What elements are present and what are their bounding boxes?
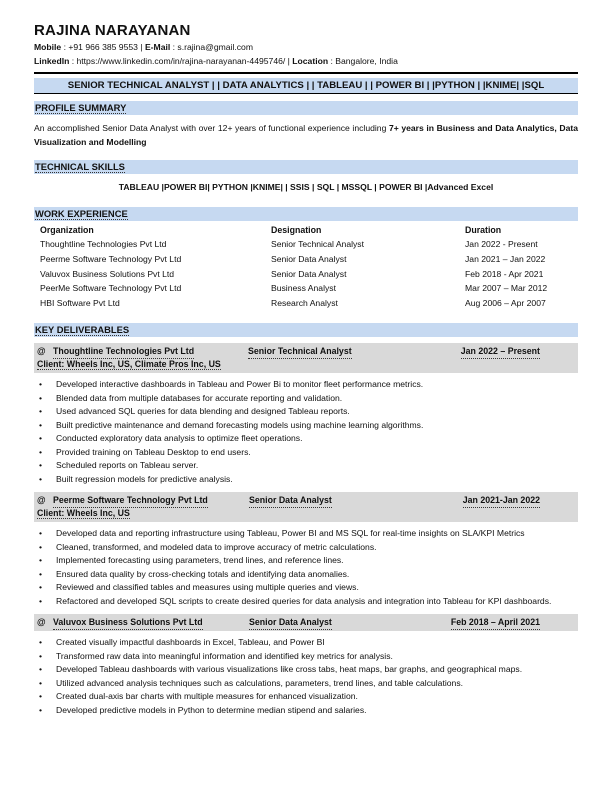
list-item: • Developed data and reporting infrastructure using Tableau, Power BI and MS SQL for real-time insights on SLA/KPI Metrics <box>34 527 578 541</box>
list-item: • Reviewed and classified tables and measures using multiple queries and views. <box>34 581 578 595</box>
list-item: • Refactored and developed SQL scripts to create desired queries for data analysis and integration into Tableau for KPI dashboards. <box>34 595 578 609</box>
job-block <box>34 492 578 608</box>
list-item: • Created visually impactful dashboards in Excel, Tableau, and Power BI <box>34 636 578 650</box>
location-label: Location <box>292 56 329 66</box>
table-cell: HBI Software Pvt Ltd <box>40 298 120 309</box>
list-item: • Developed Tableau dashboards with various visualizations like cross tabs, heat maps, bar graphs, and geographical maps. <box>34 663 578 677</box>
table-cell: Senior Technical Analyst <box>271 239 364 250</box>
title-banner: SENIOR TECHNICAL ANALYST | | DATA ANALYTICS | | TABLEAU | | POWER BI | |PYTHON | |KNIME| |SQL <box>34 78 578 94</box>
deliverables-list <box>34 343 578 717</box>
list-item: • Conducted exploratory data analysis to optimize fleet operations. <box>34 432 578 446</box>
summary-text: An accomplished Senior Data Analyst with over 12+ years of functional experience including <box>34 123 389 133</box>
summary-bold: 7+ years in Business and Data Analytics, Data Visualization and Modelling <box>34 123 578 147</box>
table-cell: Valuvox Business Solutions Pvt Ltd <box>40 268 175 279</box>
list-item: • Developed interactive dashboards in Tableau and Power Bi to monitor fleet performance metrics. <box>34 378 578 392</box>
list-item: • Created dual-axis bar charts with multiple measures for enhanced visualization. <box>34 690 578 704</box>
mobile-value: : +91 966 385 9553 | <box>61 42 145 52</box>
profile-summary <box>34 122 578 149</box>
table-cell: Research Analyst <box>271 298 338 309</box>
divider <box>34 72 578 74</box>
at-icon: @ <box>37 495 46 506</box>
list-item: • Utilized advanced analysis techniques such as calculations, parameters, trend lines, and table calculations. <box>34 677 578 691</box>
at-icon: @ <box>37 617 46 628</box>
job-bullets <box>34 527 578 608</box>
list-item: • Ensured data quality by cross-checking totals and identifying data anomalies. <box>34 568 578 582</box>
job-block <box>34 614 578 717</box>
list-item: • Built regression models for predictive analysis. <box>34 473 578 487</box>
col-organization: Organization <box>40 225 94 235</box>
job-role: Senior Data Analyst <box>249 616 332 630</box>
linkedin-label: LinkedIn <box>34 56 70 66</box>
table-row <box>40 281 547 296</box>
job-block <box>34 343 578 486</box>
table-cell: Aug 2006 – Apr 2007 <box>465 298 546 309</box>
job-role: Senior Data Analyst <box>249 494 332 508</box>
work-table <box>40 223 547 310</box>
table-cell: Business Analyst <box>271 283 336 294</box>
table-cell: Feb 2018 - Apr 2021 <box>465 268 544 279</box>
email-label: E-Mail <box>144 42 171 52</box>
job-header <box>34 343 578 373</box>
table-row <box>40 252 547 267</box>
mobile-label: Mobile <box>34 42 62 52</box>
contact-line-2 <box>34 54 578 68</box>
heading-text: PROFILE SUMMARY <box>35 102 127 113</box>
list-item: • Provided training on Tableau Desktop to end users. <box>34 446 578 460</box>
job-client: Client: Wheels Inc, US <box>37 508 130 519</box>
deliverables-heading <box>34 323 578 337</box>
list-item: • Used advanced SQL queries for data blending and designed Tableau reports. <box>34 405 578 419</box>
job-company: Valuvox Business Solutions Pvt Ltd <box>53 616 203 630</box>
table-cell: Peerme Software Technology Pvt Ltd <box>40 254 182 265</box>
resume-page <box>34 22 578 717</box>
skills-list: TABLEAU |POWER BI| PYTHON |KNIME| | SSIS | SQL | MSSQL | POWER BI |Advanced Excel <box>118 182 494 192</box>
job-company: Thoughtline Technologies Pvt Ltd <box>53 345 194 359</box>
col-designation: Designation <box>271 225 322 235</box>
linkedin-value[interactable]: : https://www.linkedin.com/in/rajina-narayanan-4495746/ | <box>69 56 293 66</box>
job-bullets <box>34 378 578 486</box>
list-item: • Cleaned, transformed, and modeled data to improve accuracy of metric calculations. <box>34 541 578 555</box>
job-role: Senior Technical Analyst <box>248 345 352 359</box>
table-cell: Jan 2022 - Present <box>465 239 538 250</box>
list-item: • Developed predictive models in Python to determine median stipend and salaries. <box>34 704 578 718</box>
table-header <box>40 223 547 237</box>
table-cell: Mar 2007 – Mar 2012 <box>465 283 548 294</box>
skills-heading <box>34 160 578 174</box>
list-item: • Built predictive maintenance and demand forecasting models using machine learning algorithms. <box>34 419 578 433</box>
list-item: • Scheduled reports on Tableau server. <box>34 459 578 473</box>
table-cell: Senior Data Analyst <box>271 268 347 279</box>
location-value: : Bangalore, India <box>328 56 398 66</box>
table-cell: Thoughtline Technologies Pvt Ltd <box>40 239 167 250</box>
table-row <box>40 237 547 252</box>
work-heading <box>34 207 578 221</box>
table-cell: Jan 2021 – Jan 2022 <box>465 254 546 265</box>
table-cell: Senior Data Analyst <box>271 254 347 265</box>
email-value[interactable]: : s.rajina@gmail.com <box>170 42 253 52</box>
job-dates: Jan 2021-Jan 2022 <box>463 494 540 508</box>
heading-text: TECHNICAL SKILLS <box>35 161 125 172</box>
candidate-name: RAJINA NARAYANAN <box>34 22 191 39</box>
table-row <box>40 266 547 281</box>
heading-text: KEY DELIVERABLES <box>35 324 130 336</box>
job-company: Peerme Software Technology Pvt Ltd <box>53 494 208 508</box>
job-header <box>34 614 578 631</box>
heading-text: WORK EXPERIENCE <box>35 208 128 219</box>
table-row <box>40 296 547 311</box>
profile-heading <box>34 101 578 115</box>
at-icon: @ <box>37 346 46 357</box>
job-client: Client: Wheels Inc, US, Climate Pros Inc, US <box>37 359 221 370</box>
col-duration: Duration <box>465 225 502 235</box>
list-item: • Implemented forecasting using parameters, trend lines, and reference lines. <box>34 554 578 568</box>
job-dates: Feb 2018 – April 2021 <box>451 616 540 630</box>
job-header <box>34 492 578 522</box>
list-item: • Blended data from multiple databases for accurate reporting and validation. <box>34 392 578 406</box>
list-item: • Transformed raw data into meaningful information and identified key metrics for analysis. <box>34 650 578 664</box>
job-dates: Jan 2022 – Present <box>461 345 540 359</box>
table-cell: PeerMe Software Technology Pvt Ltd <box>40 283 182 294</box>
job-bullets <box>34 636 578 717</box>
contact-line-1 <box>34 40 578 54</box>
